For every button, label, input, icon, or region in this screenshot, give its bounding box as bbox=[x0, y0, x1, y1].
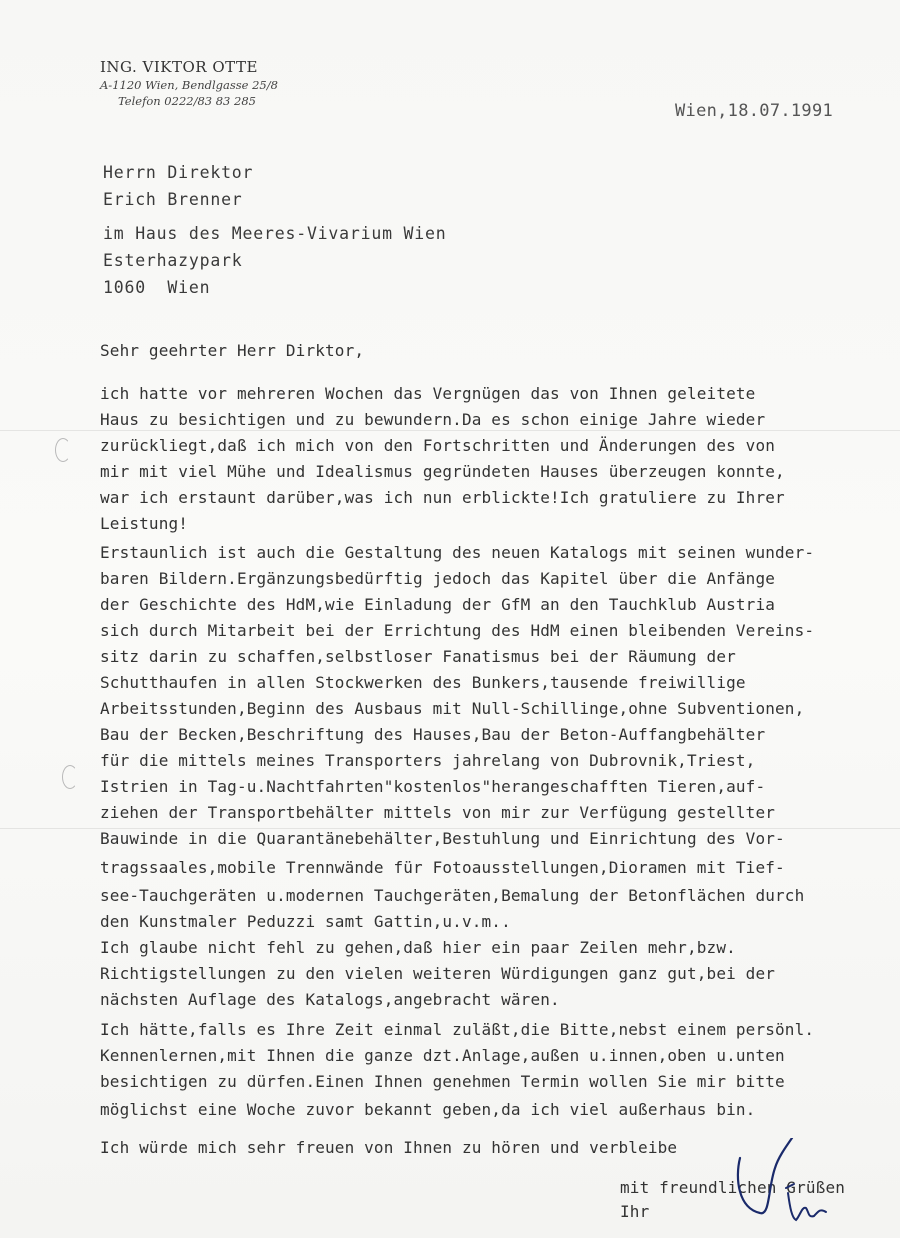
sign-off: Ihr bbox=[620, 1202, 650, 1221]
body-line: Ich hätte,falls es Ihre Zeit einmal zuläßt,die Bitte,nebst einem persönl. bbox=[100, 1020, 815, 1039]
body-line: Schutthaufen in allen Stockwerken des Bunkers,tausende freiwillige bbox=[100, 673, 746, 692]
body-line: Leistung! bbox=[100, 514, 189, 533]
body-line: der Geschichte des HdM,wie Einladung der GfM an den Tauchklub Austria bbox=[100, 595, 776, 614]
body-line: war ich erstaunt darüber,was ich nun erblickte!Ich gratuliere zu Ihrer bbox=[100, 488, 785, 507]
sender-name: ING. VIKTOR OTTE bbox=[100, 58, 258, 76]
punch-hole-icon bbox=[62, 765, 78, 789]
body-line: Richtigstellungen zu den vielen weiteren Würdigungen ganz gut,bei der bbox=[100, 964, 776, 983]
body-line: Bauwinde in die Quarantänebehälter,Bestuhlung und Einrichtung des Vor- bbox=[100, 829, 785, 848]
body-line: nächsten Auflage des Katalogs,angebracht wären. bbox=[100, 990, 560, 1009]
body-line: Arbeitsstunden,Beginn des Ausbaus mit Null-Schillinge,ohne Subventionen, bbox=[100, 699, 805, 718]
body-line: Ich glaube nicht fehl zu gehen,daß hier ein paar Zeilen mehr,bzw. bbox=[100, 938, 736, 957]
body-line: sich durch Mitarbeit bei der Errichtung des HdM einen bleibenden Vereins- bbox=[100, 621, 815, 640]
fold-crease bbox=[0, 430, 900, 431]
body-line: baren Bildern.Ergänzungsbedürftig jedoch das Kapitel über die Anfänge bbox=[100, 569, 776, 588]
letterhead bbox=[100, 58, 278, 108]
salutation: Sehr geehrter Herr Dirktor, bbox=[100, 341, 365, 360]
body-line: see-Tauchgeräten u.modernen Tauchgeräten,Bemalung der Betonflächen durch bbox=[100, 886, 805, 905]
body-line: ziehen der Transportbehälter mittels von mir zur Verfügung gestellter bbox=[100, 803, 776, 822]
sender-address: A-1120 Wien, Bendlgasse 25/8 bbox=[100, 78, 278, 92]
sender-phone: Telefon 0222/83 83 285 bbox=[118, 94, 256, 108]
closing-line: Ich würde mich sehr freuen von Ihnen zu hören und verbleibe bbox=[100, 1138, 678, 1157]
handwritten-signature-icon bbox=[730, 1138, 860, 1238]
body-line: Erstaunlich ist auch die Gestaltung des neuen Katalogs mit seinen wunder- bbox=[100, 543, 815, 562]
regards-line: mit freundlichen Grüßen bbox=[620, 1178, 846, 1197]
body-line: sitz darin zu schaffen,selbstloser Fanatismus bei der Räumung der bbox=[100, 647, 736, 666]
body-line: Haus zu besichtigen und zu bewundern.Da es schon einige Jahre wieder bbox=[100, 410, 766, 429]
letter-date: Wien,18.07.1991 bbox=[675, 101, 834, 121]
body-line: Istrien in Tag-u.Nachtfahrten"kostenlos"herangeschafften Tieren,auf- bbox=[100, 777, 766, 796]
body-line: tragssaales,mobile Trennwände für Fotoausstellungen,Dioramen mit Tief- bbox=[100, 858, 785, 877]
recipient-line: im Haus des Meeres-Vivarium Wien bbox=[103, 224, 447, 243]
recipient-line: Esterhazypark bbox=[103, 251, 243, 270]
recipient-line: Herrn Direktor bbox=[103, 163, 254, 182]
body-line: Bau der Becken,Beschriftung des Hauses,Bau der Beton-Auffangbehälter bbox=[100, 725, 766, 744]
body-line: den Kunstmaler Peduzzi samt Gattin,u.v.m.. bbox=[100, 912, 511, 931]
recipient-line: Erich Brenner bbox=[103, 190, 243, 209]
body-line: besichtigen zu dürfen.Einen Ihnen genehmen Termin wollen Sie mir bitte bbox=[100, 1072, 785, 1091]
punch-hole-icon bbox=[55, 438, 71, 462]
body-line: mir mit viel Mühe und Idealismus gegründeten Hauses überzeugen konnte, bbox=[100, 462, 785, 481]
body-line: ich hatte vor mehreren Wochen das Vergnügen das von Ihnen geleitete bbox=[100, 384, 756, 403]
body-line: möglichst eine Woche zuvor bekannt geben,da ich viel außerhaus bin. bbox=[100, 1100, 756, 1119]
body-line: Kennenlernen,mit Ihnen die ganze dzt.Anlage,außen u.innen,oben u.unten bbox=[100, 1046, 785, 1065]
recipient-line: 1060 Wien bbox=[103, 278, 211, 297]
body-line: zurückliegt,daß ich mich von den Fortschritten und Änderungen des von bbox=[100, 436, 776, 455]
body-line: für die mittels meines Transporters jahrelang von Dubrovnik,Triest, bbox=[100, 751, 756, 770]
